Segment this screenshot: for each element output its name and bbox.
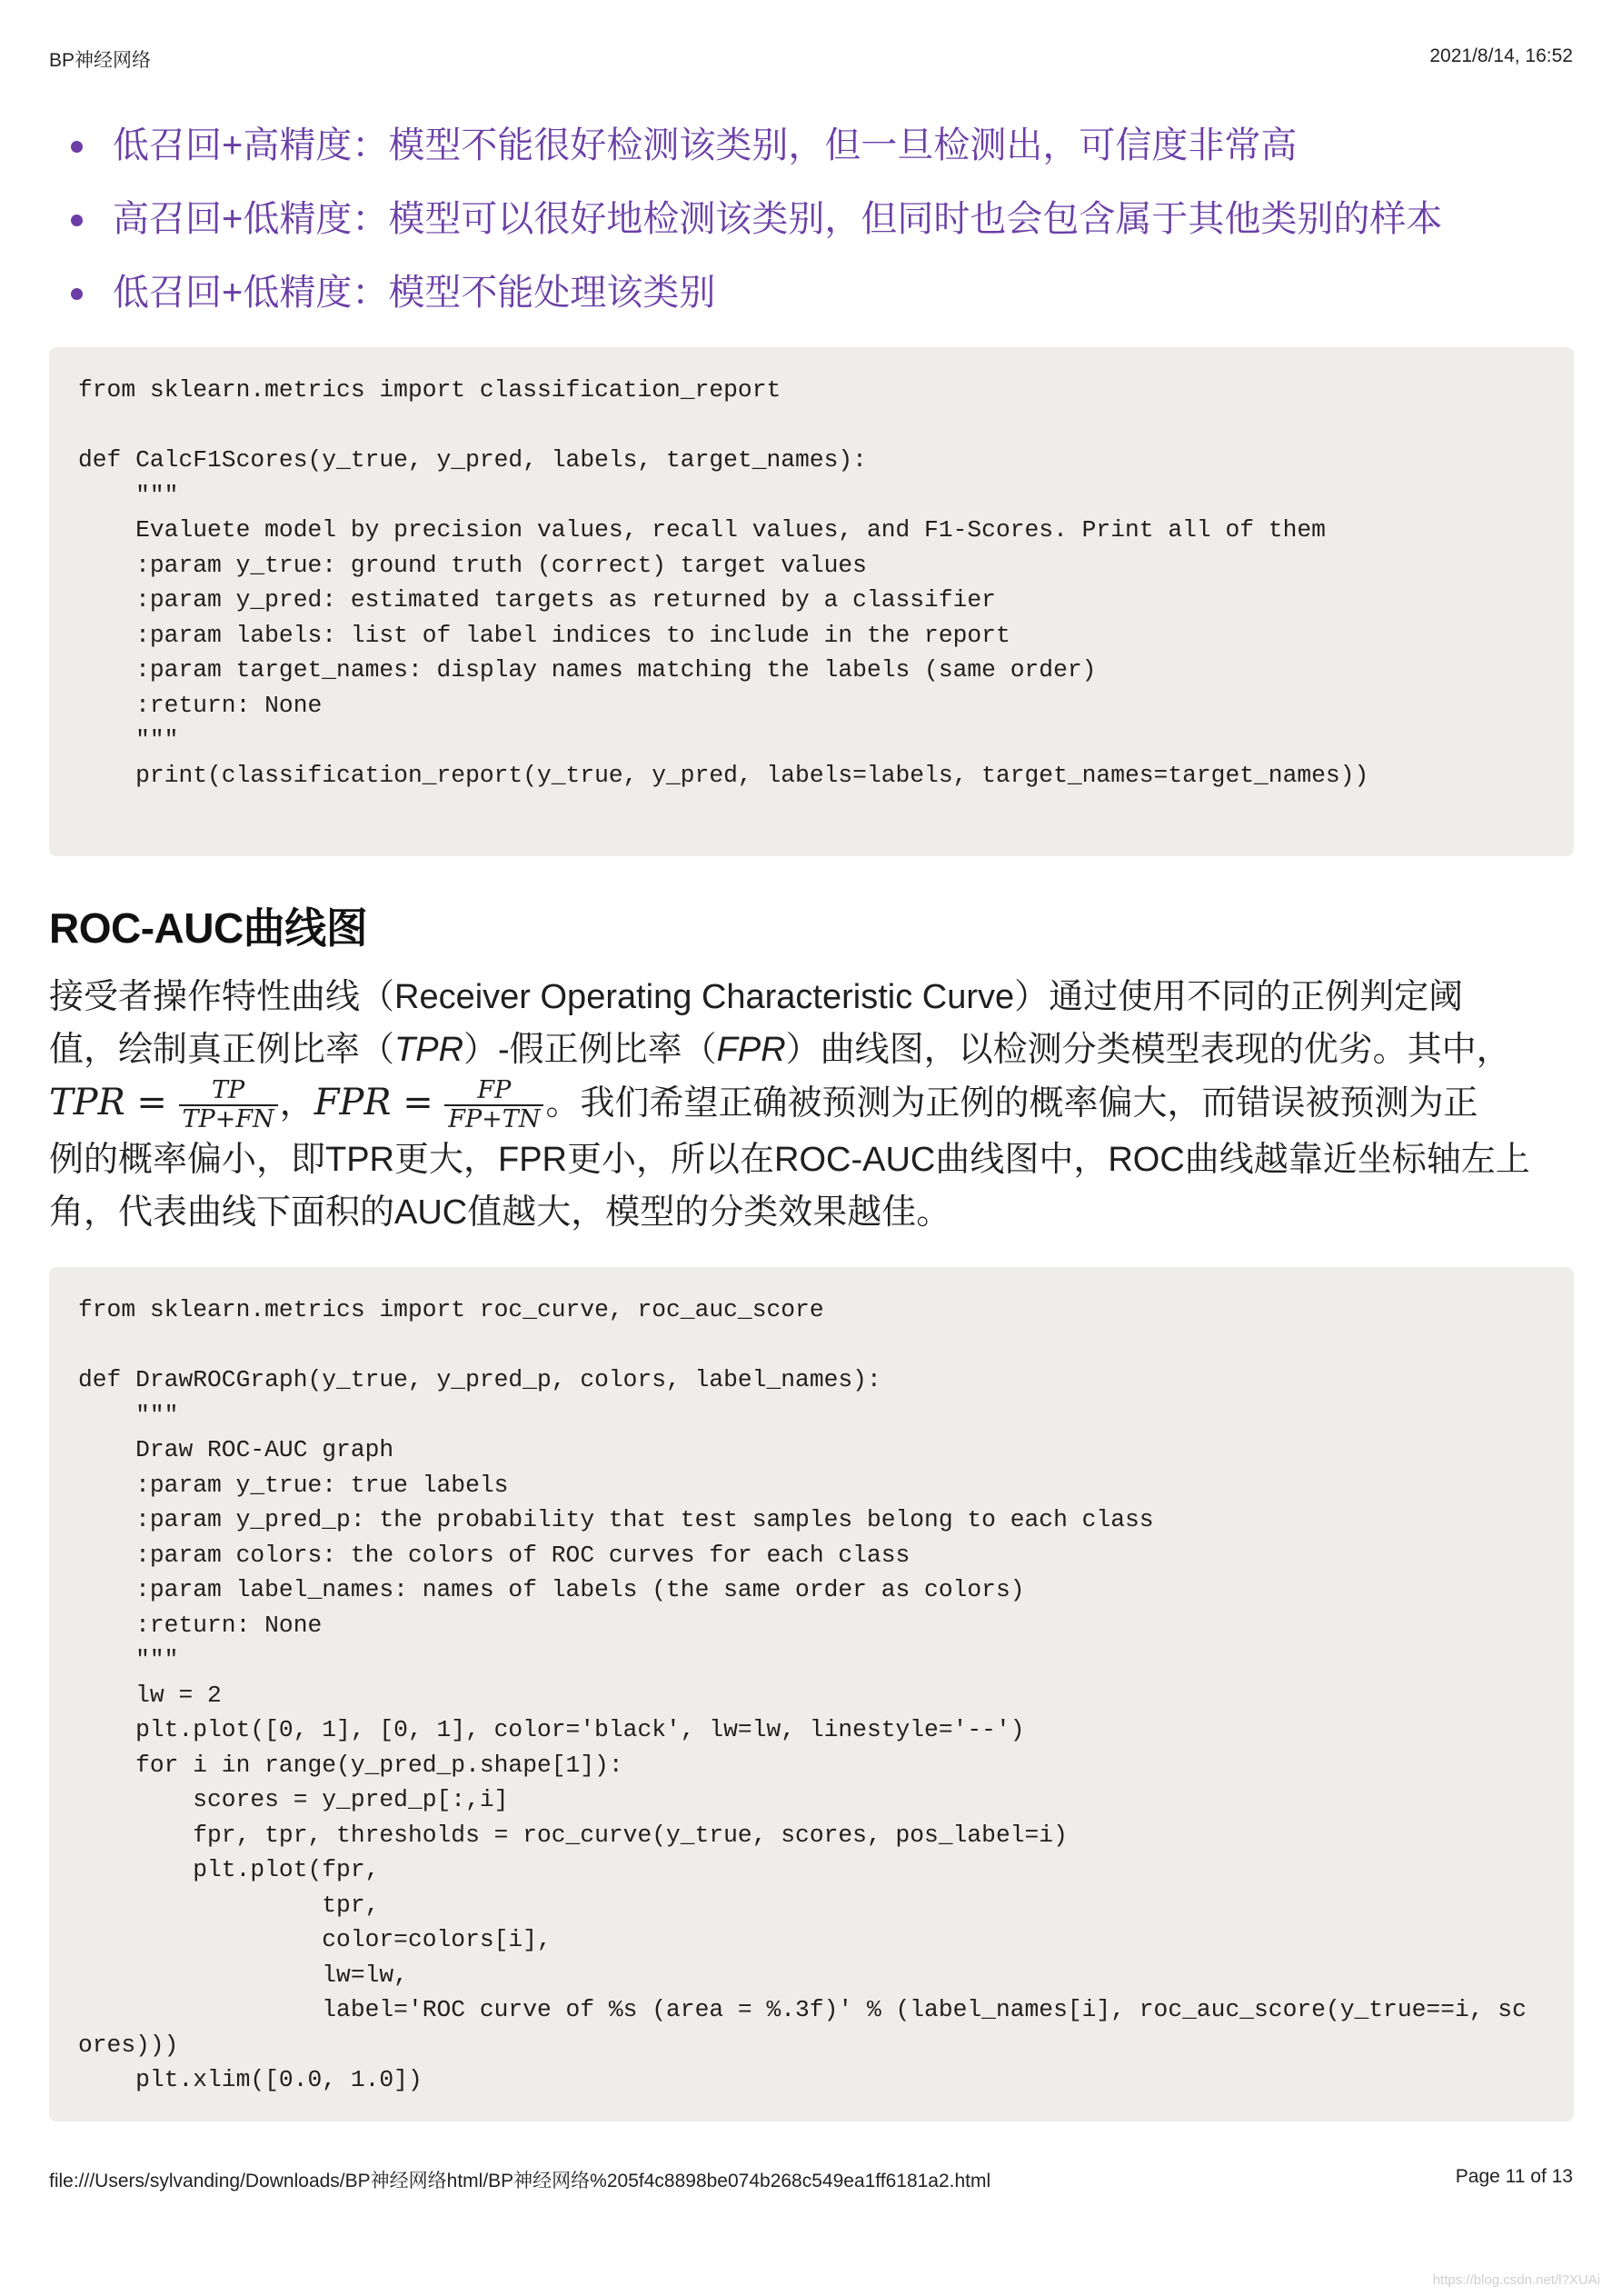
footer-page-number: Page 11 of 13: [1455, 2166, 1573, 2187]
footer-file-path: file:///Users/sylvanding/Downloads/BP神经网络html/BP神经网络%205f4c8898be074b268c549ea1ff6181a2.html: [49, 2171, 991, 2191]
watermark: https://blog.csdn.net/l?XUAi: [1432, 2272, 1600, 2288]
code-block-roc-graph: [49, 1267, 1574, 2121]
code-text: from sklearn.metrics import classification_report def CalcF1Scores(y_true, y_pred, labels, target_names): """ Evaluete model by precision values, recall values, and F1-Scores. Print all of them :param y_true: ground truth (correct) target values :param y_pred: estimated targets as returned by a classifier :param labels: list of label indices to include in the report :param target_names: display names matching the labels (same order) :return: None """ print(classification_report(y_true, y_pred, labels=labels, target_names=target_names)): [78, 376, 1369, 789]
fpr-denominator: FP+TN: [448, 1104, 541, 1133]
tpr-fraction: [179, 1077, 278, 1133]
para-line-2: [49, 1023, 1576, 1076]
para-text: ）-假正例比率（: [463, 1031, 717, 1069]
para-line-1: 接受者操作特性曲线（Receiver Operating Characteristic Curve）通过使用不同的正例判定阈: [49, 978, 1464, 1016]
bullet-item: 低召回+低精度：模型不能处理该类别: [49, 260, 1576, 334]
para-text: 。我们希望正确被预测为正例的概率偏大，而错误被预测为正: [545, 1084, 1478, 1123]
bullet-item: 低召回+高精度：模型不能很好检测该类别，但一旦检测出，可信度非常高: [49, 113, 1576, 186]
header-title: BP神经网络: [49, 50, 152, 71]
section-title: ROC-AUC曲线图: [49, 904, 368, 952]
tpr-denominator: TP+FN: [182, 1104, 274, 1133]
tpr-term: TPR: [394, 1031, 464, 1069]
code-text: from sklearn.metrics import roc_curve, roc_auc_score def DrawROCGraph(y_true, y_pred_p, colors, label_names): """ Draw ROC-AUC graph :param y_true: true labels :param y_pred_p: the probability that test samples belong to each class :param colors: the colors of ROC curves for each class :param label_names: names of labels (the same order as colors) :return: None """ lw = 2 plt.plot([0, 1], [0, 1], color='black', lw=lw, linestyle='--') for i in range(y_pred_p.shape[1]): scores = y_pred_p[:,i] fpr, tpr, thresholds = roc_curve(y_true, scores, pos_label=i) plt.plot(fpr, tpr, color=colors[i], lw=lw, label='ROC curve of %s (area = %.3f)' % (label_names[i], roc_auc_score(y_true==i, sc ores))) plt.xlim([0.0, 1.0]): [78, 1296, 1527, 2093]
tpr-lhs: TPR =: [49, 1082, 167, 1123]
fpr-fraction: [444, 1077, 543, 1133]
header-datetime: 2021/8/14, 16:52: [1429, 45, 1573, 66]
code-block-f1-scores: [49, 347, 1574, 856]
para-text: 值，绘制真正例比率（: [49, 1031, 395, 1069]
bullet-item: 高召回+低精度：模型可以很好地检测该类别，但同时也会包含属于其他类别的样本: [49, 186, 1576, 260]
para-line-5: 角，代表曲线下面积的AUC值越大，模型的分类效果越佳。: [49, 1193, 951, 1232]
tpr-numerator: TP: [179, 1077, 278, 1106]
para-line-3-formula: [49, 1076, 1576, 1133]
fpr-lhs: FPR =: [313, 1082, 433, 1123]
separator: ，: [279, 1084, 314, 1123]
para-line-4: 例的概率偏小，即TPR更大，FPR更小，所以在ROC-AUC曲线图中，ROC曲线越靠近坐标轴左上: [49, 1140, 1530, 1179]
roc-paragraph: [49, 971, 1576, 1239]
para-text: ）曲线图，以检测分类模型表现的优劣。其中，: [785, 1031, 1511, 1069]
fpr-term: FPR: [716, 1031, 786, 1069]
bullet-list: [49, 113, 1576, 334]
fpr-numerator: FP: [444, 1077, 543, 1106]
